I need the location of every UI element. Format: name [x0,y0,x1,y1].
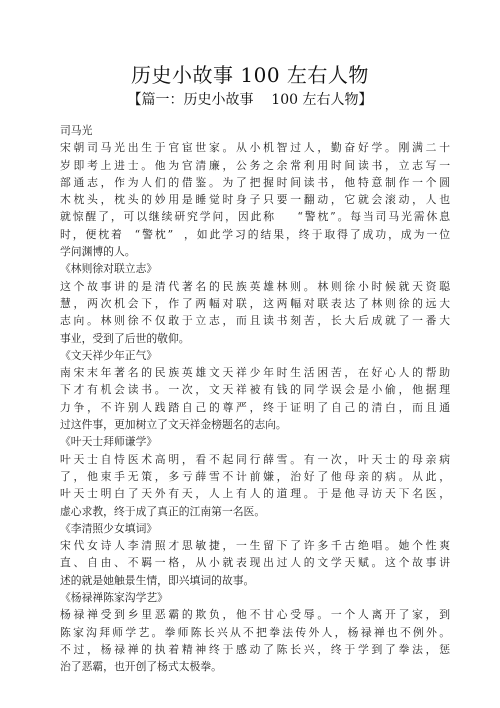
text-line: 陈家沟拜师学艺。拳师陈长兴从不把拳法传外人，杨禄禅也不例外。 [60,625,450,639]
text-line: 事业，受到了后世的敬仰。 [60,331,190,345]
text-line: 宋代女诗人李清照才思敏捷，一生留下了许多千古绝唱。她个性爽 [60,539,450,553]
text-line: 南宋末年著名的民族英雄文天祥少年时生活困苦，在好心人的帮助 [60,366,450,380]
document-title: 历史小故事 100 左右人物 [131,63,369,87]
text-line: 学问渊博的人。 [60,245,136,259]
text-line: 部通志，作为人们的借鉴。为了把握时间读书，他特意制作一个圆 [60,175,450,189]
text-line: 时，便枕着 “警枕” ，如此学习的结果，终于取得了成功，成为一位 [60,227,450,241]
text-line: 木枕头，枕头的妙用是睡觉时身子只要一翻动，它就会滚动，人也 [60,193,450,207]
text-line: 力争，不许别人践踏自己的尊严，终于证明了自己的清白，而且通 [60,400,450,414]
text-line: 杨禄禅受到乡里恶霸的欺负，他不甘心受辱。一个人离开了家，到 [60,608,450,622]
document-subtitle: 【篇一：历史小故事 100 左右人物】 [127,92,373,108]
text-line: 这个故事讲的是清代著名的民族英雄林则。林则徐小时候就天资聪 [60,279,450,293]
text-line: 志向。林则徐不仅敢于立志，而且读书刻苦，长大后成就了一番大 [60,314,450,328]
text-line: 过这件事，更加树立了文天祥金榜题名的志向。 [60,418,287,432]
text-line: 司马光 [60,124,93,137]
text-line: 不过，杨禄禅的执着精神终于感动了陈长兴，终于学到了拳法，惩 [60,642,450,656]
text-line: 治了恶霸，也开创了杨式太极拳。 [60,660,222,674]
text-line: 《杨禄禅陈家沟学艺》 [60,591,168,605]
text-line: 下才有机会读书。一次，文天祥被有钱的同学误会是小偷，他据理 [60,383,450,397]
text-line: 慧，两次机会下，作了两幅对联，这两幅对联表达了林则徐的远大 [60,296,450,310]
text-line: 《林则徐对联立志》 [60,262,158,276]
text-line: 《叶天士拜师谦学》 [60,435,158,449]
document-body [60,122,450,676]
text-line: 述的就是她触景生情，即兴填词的故事。 [60,573,255,587]
text-line: 就惊醒了，可以继续研究学问，因此称 “警枕”。每当司马光需休息 [60,210,450,224]
text-line: 《文天祥少年正气》 [60,348,158,362]
text-line: 《李清照少女填词》 [60,521,158,535]
text-line: 了，他束手无策，多亏薛雪不计前嫌，治好了他母亲的病。从此， [60,469,450,483]
text-line: 叶天士明白了天外有天，人上有人的道理。于是他寻访天下名医， [60,487,450,501]
text-line: 宋朝司马光出生于官宦世家。从小机智过人，勤奋好学。刚满二十 [60,141,450,155]
text-line: 叶天士自恃医术高明，看不起同行薛雪。有一次，叶天士的母亲病 [60,452,450,466]
text-line: 虚心求教，终于成了真正的江南第一名医。 [60,504,266,518]
text-line: 岁即考上进士。他为官清廉，公务之余常利用时间读书，立志写一 [60,158,450,172]
text-line: 直、自由、不羁一格，从小就表现出过人的文学天赋。这个故事讲 [60,556,450,570]
